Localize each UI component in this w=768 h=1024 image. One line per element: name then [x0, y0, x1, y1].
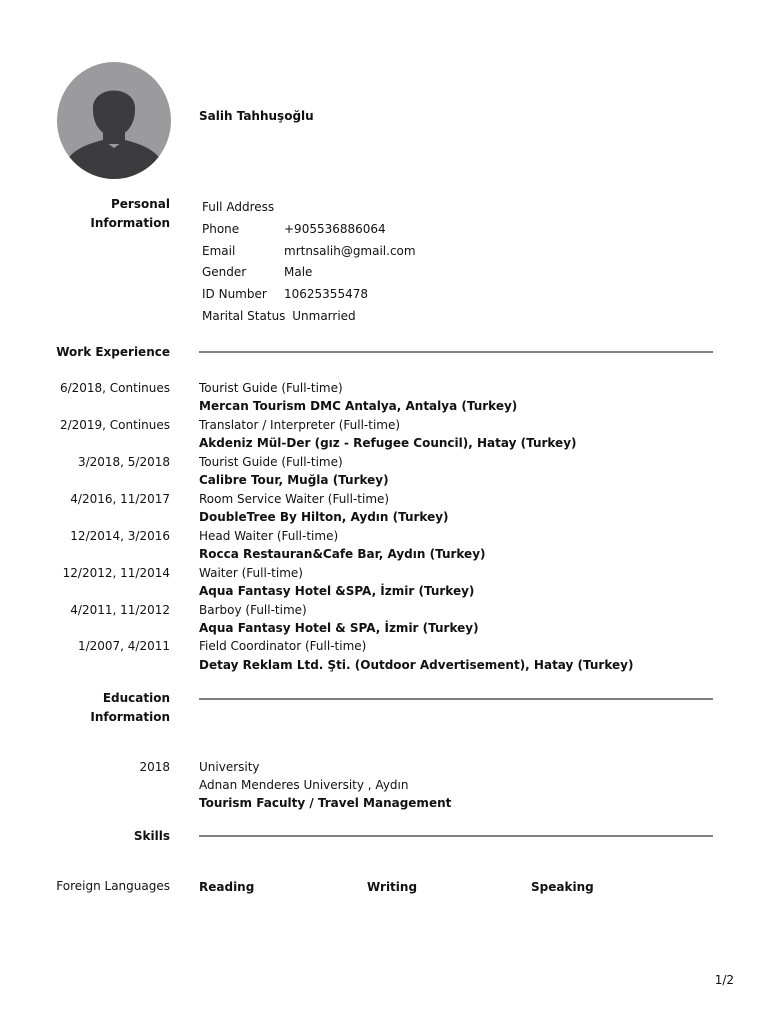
work-experience-heading: Work Experience — [56, 345, 170, 359]
work-employer: Detay Reklam Ltd. Şti. (Outdoor Advertisement), Hatay (Turkey) — [199, 658, 634, 672]
marital-status-row — [202, 308, 356, 330]
work-dates: 4/2011, 11/2012 — [70, 603, 170, 617]
page-number: 1/2 — [714, 973, 734, 987]
work-employer: Akdeniz Mül-Der (gız - Refugee Council), Hatay (Turkey) — [199, 436, 577, 450]
education-school: Adnan Menderes University , Aydın — [199, 778, 409, 792]
work-employer: Aqua Fantasy Hotel &SPA, İzmir (Turkey) — [199, 584, 475, 598]
work-dates: 12/2014, 3/2016 — [70, 529, 170, 543]
work-dates: 12/2012, 11/2014 — [62, 566, 170, 580]
work-position: Tourist Guide (Full-time) — [199, 455, 343, 469]
full-address-label: Full Address — [202, 200, 275, 214]
work-position: Field Coordinator (Full-time) — [199, 639, 367, 653]
education-year: 2018 — [139, 760, 170, 774]
work-employer: Aqua Fantasy Hotel & SPA, İzmir (Turkey) — [199, 621, 479, 635]
skills-heading: Skills — [133, 829, 170, 843]
work-position: Translator / Interpreter (Full-time) — [199, 418, 401, 432]
phone-label: Phone — [202, 222, 240, 236]
phone-value: +905536886064 — [284, 222, 386, 236]
work-dates: 2/2019, Continues — [59, 418, 170, 432]
section-divider — [199, 835, 713, 837]
reading-column-header: Reading — [199, 880, 255, 894]
gender-label: Gender — [202, 265, 247, 279]
education-heading: Education Information — [90, 691, 170, 724]
marital-status-value: Unmarried — [292, 309, 356, 323]
id-number-row — [202, 286, 368, 308]
personal-info-heading: Personal Information — [90, 197, 170, 230]
work-position: Room Service Waiter (Full-time) — [199, 492, 390, 506]
writing-column-header: Writing — [367, 880, 418, 894]
work-employer: Rocca Restauran&Cafe Bar, Aydın (Turkey) — [199, 547, 486, 561]
id-number-label: ID Number — [202, 287, 267, 301]
avatar — [57, 62, 171, 179]
work-position: Tourist Guide (Full-time) — [199, 381, 343, 395]
id-number-value: 10625355478 — [284, 287, 368, 301]
work-position: Barboy (Full-time) — [199, 603, 307, 617]
email-row — [202, 243, 416, 265]
email-value: mrtnsalih@gmail.com — [284, 244, 416, 258]
gender-row — [202, 264, 313, 286]
education-level: University — [199, 760, 260, 774]
work-employer: Calibre Tour, Muğla (Turkey) — [199, 473, 389, 487]
education-program: Tourism Faculty / Travel Management — [199, 796, 452, 810]
work-position: Waiter (Full-time) — [199, 566, 303, 580]
work-dates: 1/2007, 4/2011 — [77, 639, 170, 653]
work-dates: 6/2018, Continues — [59, 381, 170, 395]
section-divider — [199, 698, 713, 700]
marital-status-label: Marital Status — [202, 309, 286, 323]
work-employer: Mercan Tourism DMC Antalya, Antalya (Turkey) — [199, 399, 518, 413]
phone-row — [202, 221, 386, 243]
email-label: Email — [202, 244, 236, 258]
full-address-row — [202, 199, 274, 221]
work-position: Head Waiter (Full-time) — [199, 529, 339, 543]
work-dates: 4/2016, 11/2017 — [70, 492, 170, 506]
candidate-name: Salih Tahhuşoğlu — [199, 109, 314, 123]
speaking-column-header: Speaking — [531, 880, 594, 894]
section-divider — [199, 351, 713, 353]
work-dates: 3/2018, 5/2018 — [77, 455, 170, 469]
work-employer: DoubleTree By Hilton, Aydın (Turkey) — [199, 510, 449, 524]
person-silhouette-icon — [57, 62, 171, 179]
foreign-languages-label: Foreign Languages — [56, 879, 170, 893]
gender-value: Male — [284, 265, 313, 279]
